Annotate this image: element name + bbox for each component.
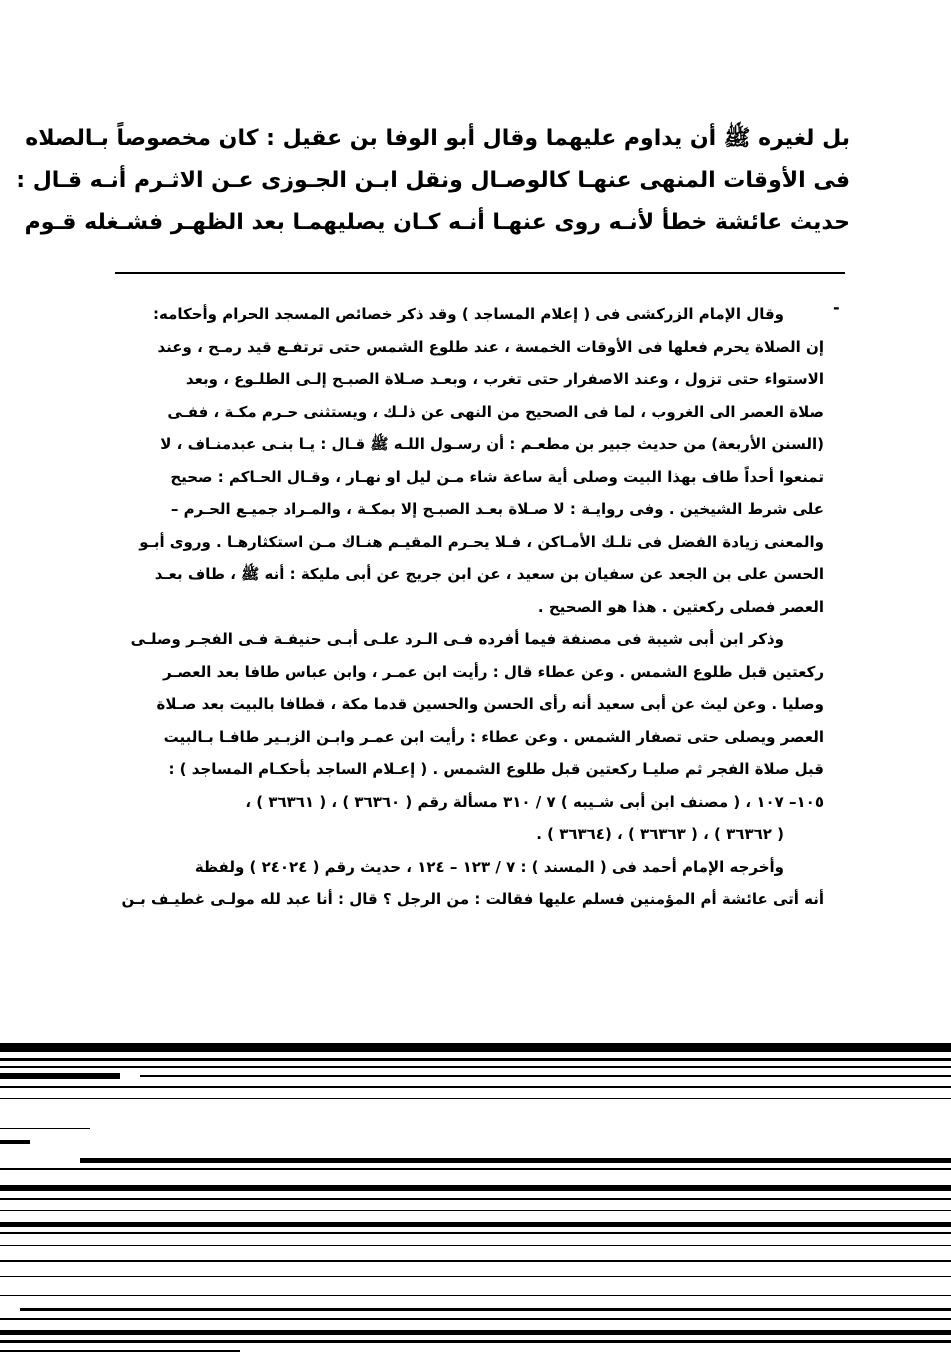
- footnote-line: الاستواء حتى تزول ، وعند الاصفرار حتى تغرب ، وبعـد صـلاة الصبـح إلـى الطلـوع ، وبعد: [185, 370, 824, 388]
- footnote-line: صلاة العصر الى الغروب ، لما فى الصحيح من النهى عن ذلـك ، ويستثنى حـرم مكـة ، ففـى: [167, 402, 824, 421]
- footnote-line: إن الصلاة يحرم فعلها فى الأوقات الخمسة ، عند طلوع الشمس حتى ترتفـع قيد رمـح ، وعند: [157, 337, 824, 356]
- footnote-line: الحسن على بن الجعد عن سفيان بن سعيد ، عن ابن جريج عن أبى مليكة : أنه ﷺ ، طاف بعـد: [154, 565, 824, 583]
- footnote-line: وذكر ابن أبى شيبة فى مصنفة فيما أفرده فـى الـرد علـى أبـى حنيفـة فـى الفجـر وصلـى: [130, 630, 784, 648]
- main-text-line: حديث عائشة خطأ لأنـه روى عنهـا أنـه كـان يصليهمـا بعد الظهـر فشـغله قـوم: [24, 210, 850, 235]
- scan-artifact-region: [0, 1040, 951, 1362]
- footnote-line: ( ٣٦٣٦٢ ) ، ( ٣٦٣٦٣ ) ، (٣٦٣٦٤ ) .: [536, 825, 784, 843]
- footnote-separator: [115, 272, 845, 274]
- main-text-line: بل لغيره ﷺ أن يداوم عليهما وقال أبو الوفا بن عقيل : كان مخصوصاً بـالصلاه: [25, 126, 850, 151]
- footnote-line: وأخرجه الإمام أحمد فى ( المسند ) : ٧ / ١٢٣ – ١٢٤ ، حديث رقم ( ٢٤٠٢٤ ) ولفظة: [194, 857, 784, 876]
- main-text-line: فى الأوقات المنهى عنهـا كالوصـال ونقل ابـن الجـوزى عـن الاثـرم أنـه قـال :: [16, 168, 850, 193]
- footnote-marker: -: [833, 298, 840, 317]
- footnote-line: على شرط الشيخين . وفى روايـة : لا صـلاة بعـد الصبـح إلا بمكـة ، والمـراد جميـع الحـرم –: [170, 500, 824, 518]
- footnote-line: العصر فصلى ركعتين . هذا هو الصحيح .: [537, 597, 824, 616]
- footnote-line: وقال الإمام الزركشى فى ( إعلام المساجد ) وقد ذكر خصائص المسجد الحرام وأحكامه:: [152, 305, 784, 323]
- footnote-line: تمنعوا أحداً طاف بهذا البيت وصلى أية ساعة شاء مـن ليل او نهـار ، وقـال الحـاكم : صحيح: [170, 467, 824, 486]
- footnote-line: وصليا . وعن ليث عن أبى سعيد أنه رأى الحسن والحسين قدما مكة ، قطافا بالبيت بعد صـلاة: [156, 695, 824, 713]
- footnote-line: قبل صلاة الفجر ثم صليـا ركعتين قبل طلوع الشمس . ( إعـلام الساجد بأحكـام المساجد ) :: [168, 760, 824, 778]
- footnote-line: ركعتين قبل طلوع الشمس . وعن عطاء قال : رأيت ابن عمـر ، وابن عباس طافا بعد العصـر: [162, 662, 824, 681]
- footnote-line: والمعنى زيادة الفضل فى تلـك الأمـاكن ، فـلا يحـرم المقيـم هنـاك مـن استكثارهـا . وروى أبـو: [139, 532, 824, 551]
- footnote-line: أنه أتى عائشة أم المؤمنين فسلم عليها فقالت : من الرجل ؟ قال : أنا عبد لله مولـى غطيـف بـن: [121, 890, 824, 908]
- main-text-block: [16, 118, 850, 244]
- footnote-line: العصر ويصلى حتى تصفار الشمس . وعن عطاء : رأيت ابن عمـر وابـن الزبـير طافـا بـالبيت: [163, 727, 824, 746]
- footnote-line: (السنن الأربعة) من حديث جبير بن مطعـم : أن رسـول اللـه ﷺ قـال : يـا بنـى عبدمنـاف ، لا: [160, 435, 824, 453]
- footnote-block: [112, 298, 824, 916]
- footnote-line: ١٠٥– ١٠٧ ، ( مصنف ابن أبى شـيبه ) ٧ / ٣١٠ مسألة رقم ( ٣٦٣٦٠ ) ، ( ٣٦٣٦١ ) ،: [245, 792, 824, 811]
